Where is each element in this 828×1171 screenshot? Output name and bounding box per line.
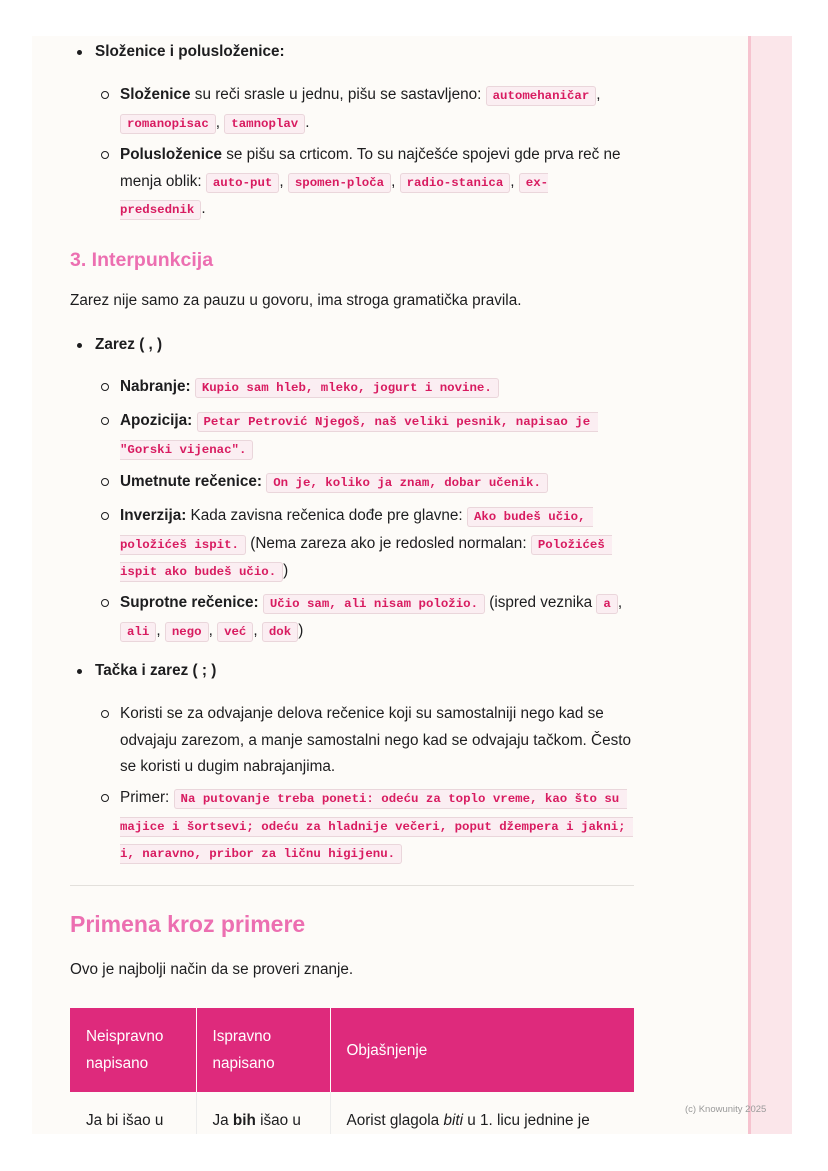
slozenice-text: su reči srasle u jednu, pišu se sastavljeno: [190, 86, 486, 103]
code-example: automehaničar [486, 86, 597, 106]
item-apozicija [70, 408, 632, 463]
label-umetnute: Umetnute rečenice: [120, 473, 262, 490]
zarez-title: Zarez ( , ) [95, 336, 163, 353]
heading-interpunkcija: 3. Interpunkcija [70, 249, 214, 271]
code-example: On je, koliko ja znam, dobar učenik. [266, 473, 548, 493]
expl-pre: Aorist glagola [346, 1112, 444, 1129]
table-row [70, 1092, 634, 1134]
conj-code: nego [165, 622, 209, 642]
tacka-zarez-text: Koristi se za odvajanje delova rečenice koji su samostalniji nego kad se odvajaju zarezom, a manje samostalni nego kad se odvajaju tačkom. Često se koristi u dugim nabrajanjima. [120, 705, 632, 775]
code-example: Ako budeš učio, položićeš ispit. [120, 507, 593, 555]
label-apozicija: Apozicija: [120, 412, 193, 429]
conj-code: dok [262, 622, 298, 642]
cell-explanation [330, 1092, 634, 1134]
primer-label: Primer: [120, 789, 174, 806]
code-example: romanopisac [120, 114, 216, 134]
code-example: radio-stanica [400, 173, 511, 193]
col-header-explanation: Objašnjenje [330, 1008, 634, 1092]
cell-wrong: Ja bi išao u [70, 1092, 196, 1134]
code-example: spomen-ploča [288, 173, 391, 193]
col-header-wrong: Neispravno napisano [70, 1008, 196, 1092]
table-header-row [70, 1008, 634, 1092]
tacka-zarez-title: Tačka i zarez ( ; ) [95, 662, 217, 679]
item-slozenice: Složenice su reči srasle u jednu, pišu se sastavljeno: automehaničar , romanopisac , tamnoplav . [70, 82, 630, 137]
term-slozenice: Složenice [120, 86, 191, 103]
term-poluslozenice: Polusloženice [120, 146, 223, 163]
expl-em: biti [443, 1112, 463, 1129]
document-page [32, 36, 792, 1134]
col-header-right: Ispravno napisano [196, 1008, 330, 1092]
suprotne-close: ) [298, 621, 304, 639]
conj-code: već [217, 622, 253, 642]
heading-primena: Primena kroz primere [70, 911, 306, 937]
code-example: tamnoplav [224, 114, 305, 134]
compound-title: Složenice i polusloženice: [95, 43, 285, 60]
conj-code: a [596, 594, 617, 614]
code-example: Učio sam, ali nisam položio. [263, 594, 485, 614]
bullet-compound-words [70, 39, 630, 66]
poluslozenice-text: se pišu sa crticom. To su najčešće spojevi gde prva reč ne menja oblik: [120, 146, 621, 190]
suprotne-text: (ispred veznika [485, 594, 597, 611]
item-nabrajanje [70, 374, 632, 402]
conj-code: ali [120, 622, 156, 642]
item-poluslozenice: Polusloženice se pišu sa crticom. To su najčešće spojevi gde prva reč ne menja oblik: auto-put , spomen-ploča , radio-stanica , ex-predsednik . [70, 142, 632, 224]
code-example: Položićeš ispit ako budeš učio. [120, 535, 612, 583]
right-margin-rail [748, 36, 792, 1134]
code-example: ex-predsednik [120, 173, 548, 221]
right-post: išao u [255, 1112, 301, 1129]
expl-post: u 1. licu jednine je [463, 1112, 590, 1129]
label-inverzija: Inverzija: [120, 507, 187, 524]
code-example: Na putovanje treba poneti: odeću za toplo vreme, kao što su majice i šortsevi; odeću za hladnije večeri, poput džempera i jakni; i, naravno, pribor za ličnu higijenu. [120, 789, 633, 864]
interp-intro: Zarez nije samo za pauzu u govoru, ima stroga gramatička pravila. [70, 292, 522, 309]
bullet-zarez [70, 332, 630, 359]
item-tacka-desc [70, 701, 632, 781]
primena-intro: Ovo je najbolji način da se proveri znanje. [70, 961, 354, 978]
inverzija-text: Kada zavisna rečenica dođe pre glavne: [186, 507, 467, 524]
item-umetnute [70, 469, 632, 497]
footer-copyright: (c) Knowunity 2025 [685, 1104, 767, 1115]
section-divider [70, 885, 634, 886]
item-suprotne: Suprotne rečenice: Učio sam, ali nisam položio. (ispred veznika a , ali , nego , već , dok ) [70, 590, 632, 645]
examples-table [70, 1008, 634, 1134]
inverzija-close: ) [283, 562, 289, 579]
cell-right [196, 1092, 330, 1134]
right-pre: Ja [212, 1112, 233, 1129]
item-primer [70, 785, 632, 868]
right-bold: bih [232, 1112, 256, 1129]
code-example: auto-put [206, 173, 280, 193]
bullet-tacka-zarez [70, 658, 630, 685]
inverzija-note: (Nema zareza ako je redosled normalan: [245, 534, 531, 552]
label-nabrajanje: Nabranje: [120, 378, 191, 395]
item-inverzija [70, 503, 632, 586]
code-example: Petar Petrović Njegoš, naš veliki pesnik, napisao je "Gorski vijenac". [120, 412, 598, 460]
label-suprotne: Suprotne rečenice: [120, 594, 259, 611]
code-example: Kupio sam hleb, mleko, jogurt i novine. [195, 378, 499, 398]
